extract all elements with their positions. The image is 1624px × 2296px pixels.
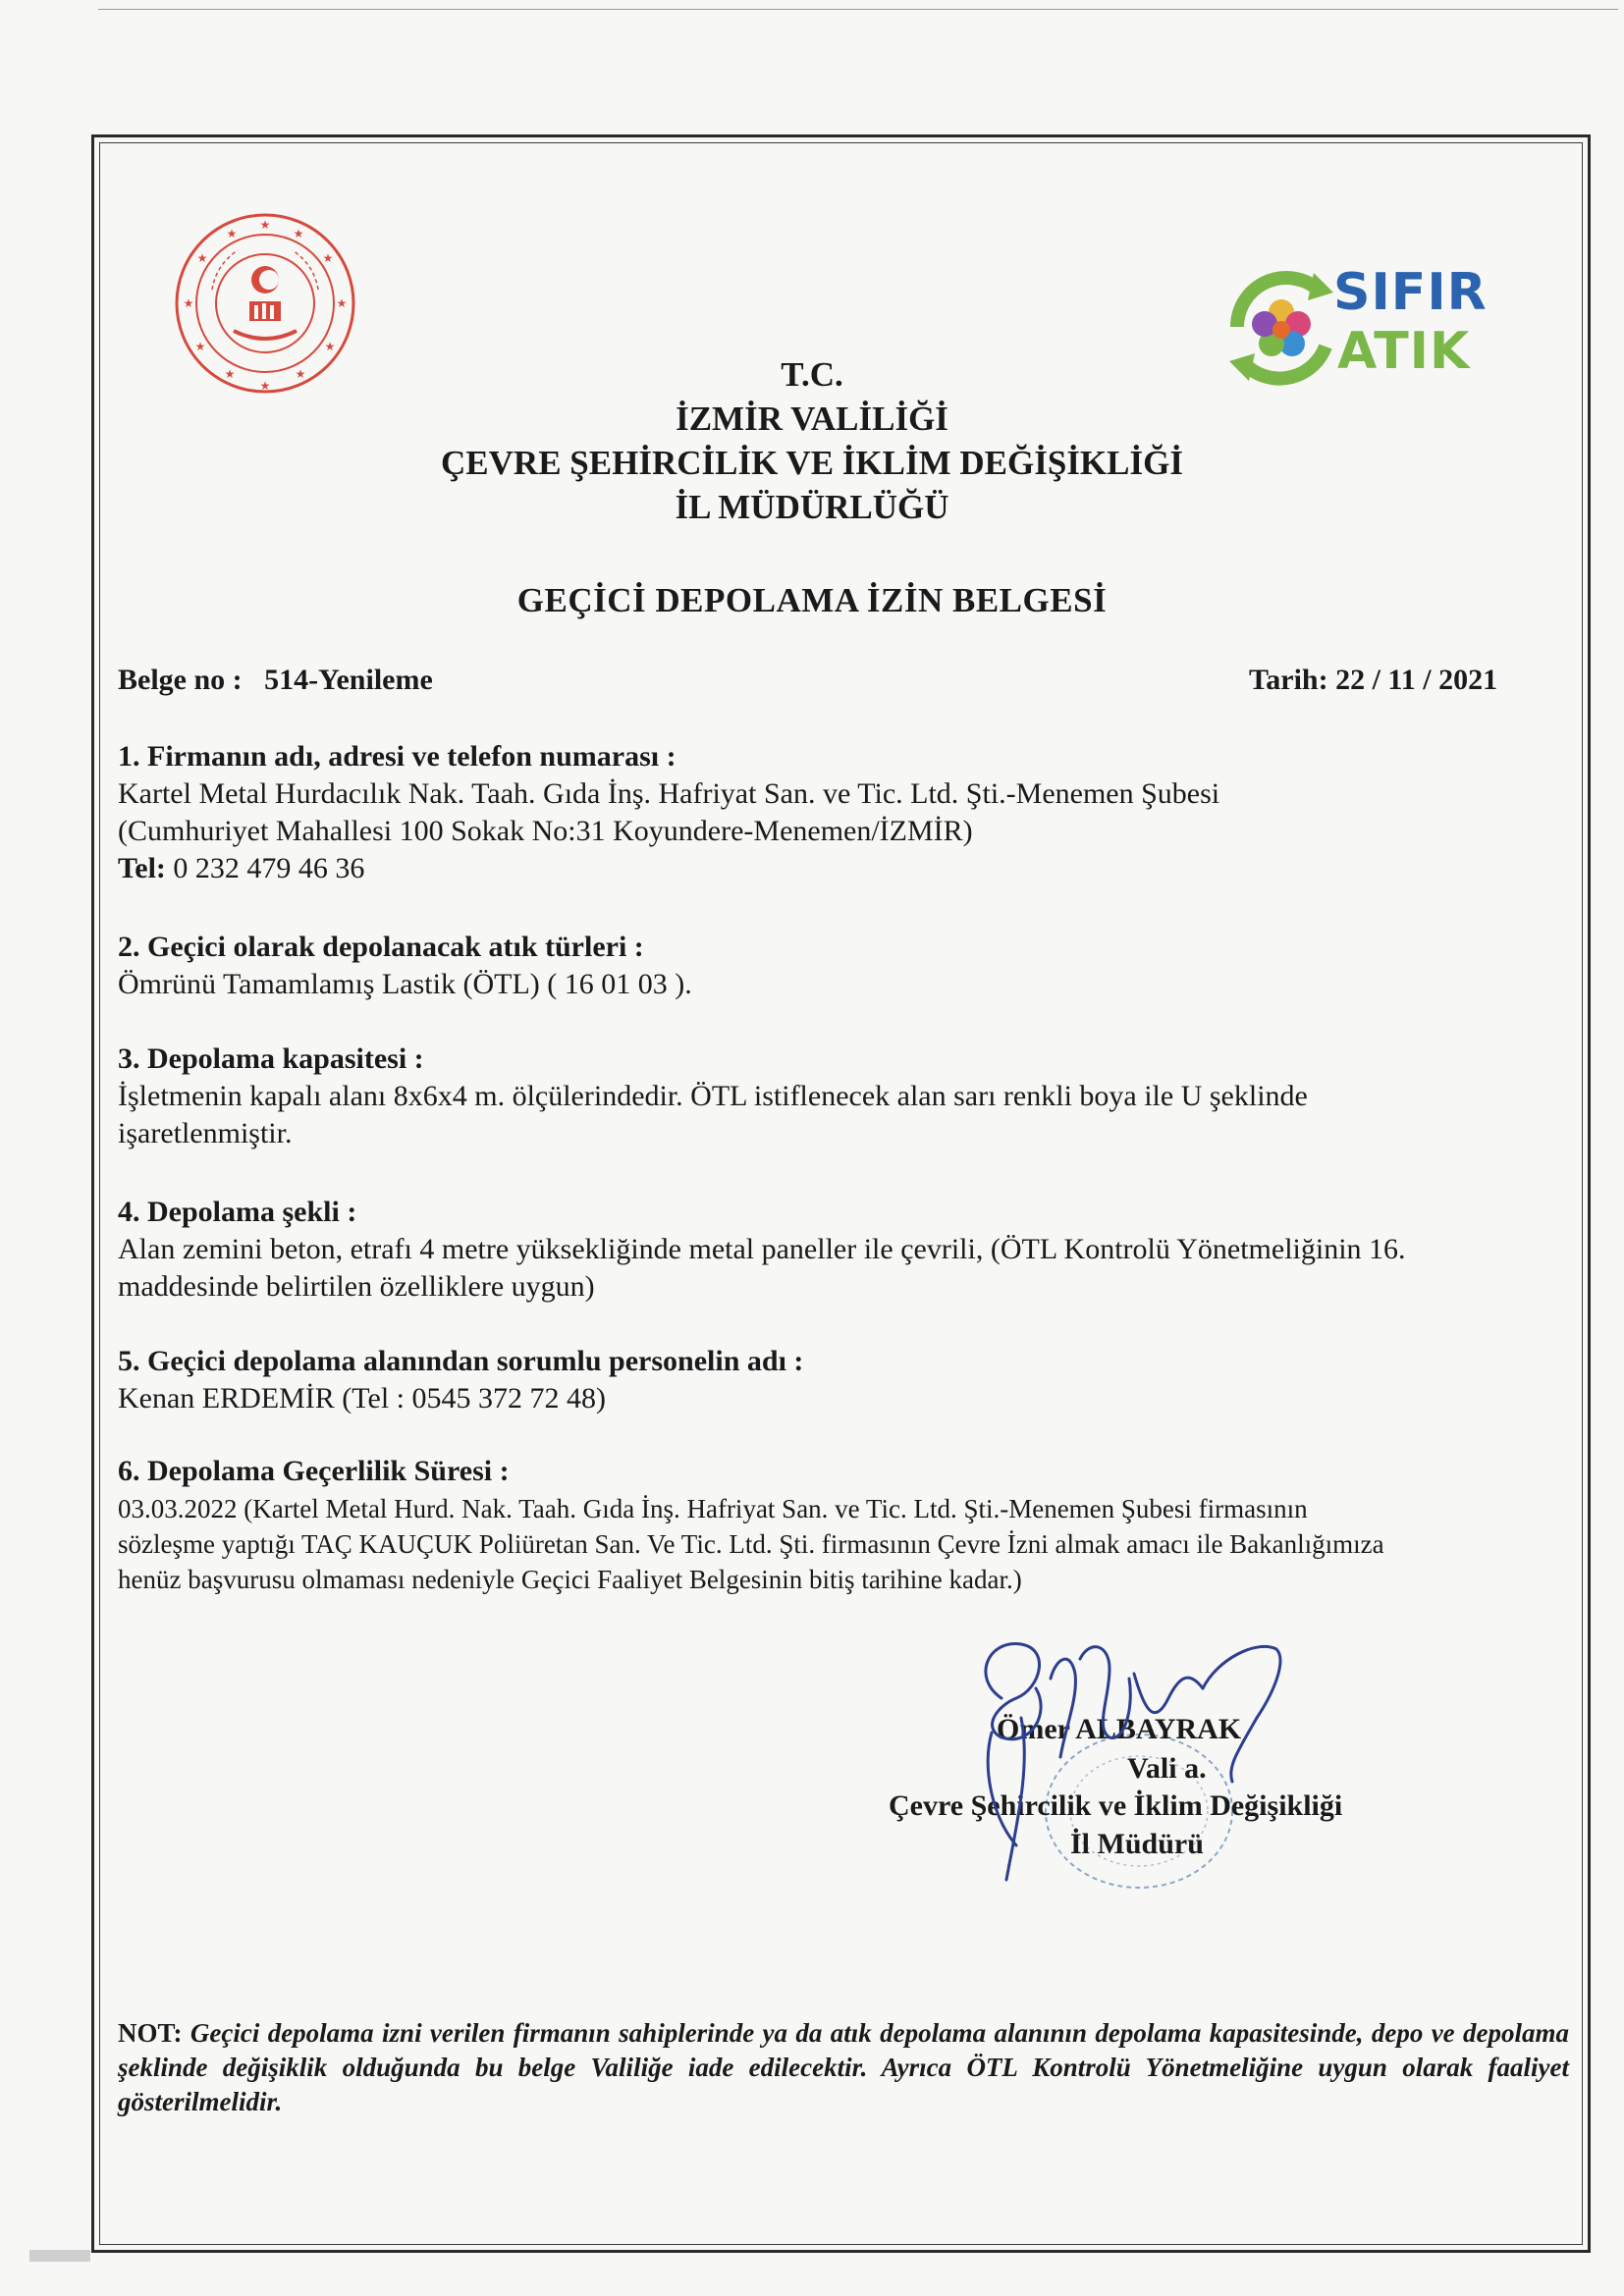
section-2-line-1: Ömrünü Tamamlamış Lastik (ÖTL) ( 16 01 03 ).	[118, 968, 692, 1000]
phone-label: Tel:	[118, 852, 166, 884]
svg-text:★: ★	[226, 227, 238, 240]
svg-text:★: ★	[194, 340, 206, 353]
document-number	[118, 664, 433, 697]
document-number-label: Belge no :	[118, 664, 243, 696]
document-date-label: Tarih:	[1249, 664, 1328, 696]
header-directorate: İL MÜDÜRLÜĞÜ	[675, 488, 949, 526]
document-date-value: 22 / 11 / 2021	[1335, 664, 1498, 696]
phone-value: 0 232 479 46 36	[173, 852, 365, 884]
signatory-name: Ömer ALBAYRAK	[997, 1713, 1242, 1745]
signatory-title-2: Çevre Şehircilik ve İklim Değişikliği	[889, 1789, 1343, 1822]
section-6-line-2: sözleşme yaptığı TAÇ KAUÇUK Poliüretan San. Ve Tic. Ltd. Şti. firmasının Çevre İzni almak amacı ile Bakanlığımıza	[118, 1529, 1384, 1559]
section-3-line-1: İşletmenin kapalı alanı 8x6x4 m. ölçülerindedir. ÖTL istiflenecek alan sarı renkli boya ile U şeklinde	[118, 1080, 1308, 1112]
zero-waste-word-atik: ATIK	[1337, 322, 1471, 381]
section-1-line-2: (Cumhuriyet Mahallesi 100 Sokak No:31 Koyundere-Menemen/İZMİR)	[118, 815, 973, 847]
signatory-title-3: İl Müdürü	[1070, 1828, 1204, 1860]
svg-text:★: ★	[224, 367, 236, 381]
section-3-heading: 3. Depolama kapasitesi :	[118, 1042, 424, 1075]
section-1-line-1: Kartel Metal Hurdacılık Nak. Taah. Gıda İnş. Hafriyat San. ve Tic. Ltd. Şti.-Menemen Şubesi	[118, 777, 1220, 810]
section-4-line-1: Alan zemini beton, etrafı 4 metre yüksekliğinde metal paneller ile çevrili, (ÖTL Kontrolü Yönetmeliğinin 16.	[118, 1233, 1406, 1265]
section-4-line-2: maddesinde belirtilen özelliklere uygun)	[118, 1270, 595, 1303]
section-6-line-1: 03.03.2022 (Kartel Metal Hurd. Nak. Taah. Gıda İnş. Hafriyat San. ve Tic. Ltd. Şti.-Menemen Şubesi firmasının	[118, 1494, 1308, 1523]
svg-text:★: ★	[322, 251, 334, 265]
document-date	[1249, 664, 1497, 697]
svg-text:★: ★	[259, 218, 271, 232]
section-4-heading: 4. Depolama şekli :	[118, 1196, 357, 1228]
svg-text:★: ★	[196, 251, 208, 265]
section-6-heading: 6. Depolama Geçerlilik Süresi :	[118, 1455, 510, 1487]
section-1-heading: 1. Firmanın adı, adresi ve telefon numarası :	[118, 740, 677, 773]
document-title: GEÇİCİ DEPOLAMA İZİN BELGESİ	[516, 581, 1108, 619]
note-text: Geçici depolama izni verilen firmanın sahiplerinde ya da atık depolama alanının depolama kapasitesinde, depo ve depolama şeklinde değişiklik olduğunda bu belge Valiliğe iade edilecektir. Ayrıca ÖTL Kontrolü Yönetmeliğine uygun olarak faaliyet gösterilmelidir.	[118, 2018, 1570, 2116]
scan-artifact	[29, 2250, 90, 2262]
svg-text:★: ★	[336, 296, 348, 310]
header-ministry: ÇEVRE ŞEHİRCİLİK VE İKLİM DEĞİŞİKLİĞİ	[441, 444, 1183, 482]
header-tc: T.C.	[781, 355, 843, 394]
signatory-title-1: Vali a.	[1127, 1752, 1207, 1785]
document-number-value: 514-Yenileme	[264, 664, 433, 696]
header-valilik: İZMİR VALİLİĞİ	[676, 400, 948, 438]
footer-note	[118, 2016, 1569, 2119]
section-6-line-3: henüz başvurusu olmaması nedeniyle Geçici Faaliyet Belgesinin bitiş tarihine kadar.)	[118, 1565, 1022, 1594]
section-5-heading: 5. Geçici depolama alanından sorumlu personelin adı :	[118, 1345, 804, 1377]
handwritten-signature-icon	[962, 1620, 1316, 1895]
svg-text:★: ★	[295, 367, 306, 381]
zero-waste-word-sifir: SIFIR	[1333, 263, 1488, 322]
svg-text:★: ★	[324, 340, 336, 353]
scan-edge-line	[98, 9, 1618, 10]
section-3-line-2: işaretlenmiştir.	[118, 1117, 293, 1149]
svg-text:★: ★	[259, 379, 271, 393]
svg-text:★: ★	[293, 227, 304, 240]
section-5-line-1: Kenan ERDEMİR (Tel : 0545 372 72 48)	[118, 1382, 606, 1415]
svg-text:★: ★	[183, 296, 194, 310]
note-label: NOT:	[118, 2018, 183, 2048]
section-2-heading: 2. Geçici olarak depolanacak atık türleri :	[118, 931, 644, 963]
section-1-phone	[118, 852, 364, 885]
